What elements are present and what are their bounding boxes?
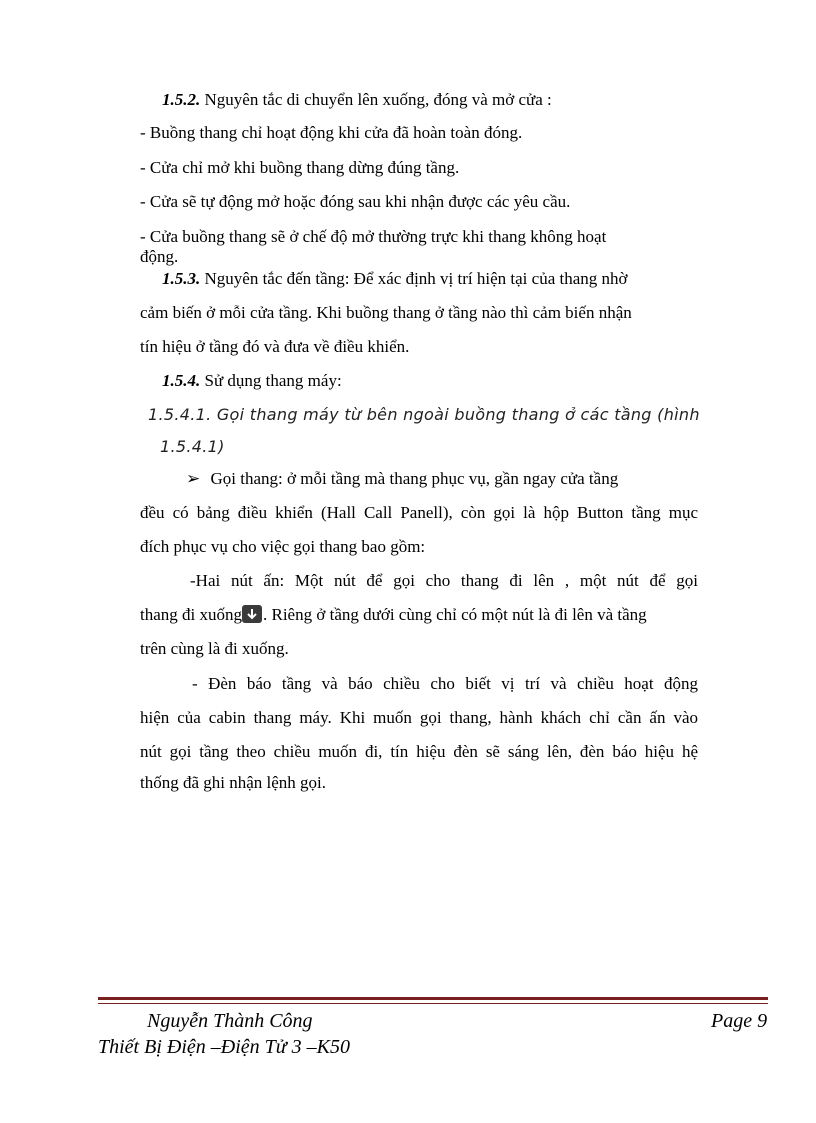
footer-author: Nguyễn Thành Công: [147, 1010, 313, 1032]
paragraph-line: trên cùng là đi xuống.: [140, 639, 289, 658]
page-number: Page 9: [711, 1010, 768, 1032]
paragraph-line-text: nút gọi tầng theo chiều muốn đi, tín hiệu đèn sẽ sáng lên, đèn báo hiệu hệ: [140, 742, 698, 761]
paragraph-line: [190, 570, 698, 592]
paragraph-line: [140, 707, 698, 729]
footer-rule-thin: [98, 1003, 768, 1004]
section-1-5-4-heading: [162, 370, 342, 392]
paragraph-text: Nguyên tắc đến tầng: Để xác định vị trí hiện tại của thang nhờ: [204, 269, 628, 288]
subsection-heading-cont: 1.5.4.1): [160, 437, 225, 456]
paragraph-line-text: đều có bảng điều khiển (Hall Call Panell), còn gọi là hộp Button tầng mục: [140, 503, 698, 522]
arrow-bullet-icon: ➢: [186, 469, 201, 488]
footer-class: Thiết Bị Điện –Điện Tử 3 –K50: [98, 1036, 351, 1058]
paragraph-line: cảm biến ở mỗi cửa tầng. Khi buồng thang ở tầng nào thì cảm biến nhận: [140, 303, 632, 322]
paragraph-line: đích phục vụ cho việc gọi thang bao gồm:: [140, 537, 426, 556]
section-title: Sử dụng thang máy:: [204, 371, 342, 390]
list-item: - Cửa buồng thang sẽ ở chế độ mở thường trực khi thang không hoạt: [140, 227, 607, 246]
section-number: 1.5.2.: [162, 90, 201, 109]
section-number: 1.5.4.: [162, 371, 201, 390]
paragraph-line: [140, 741, 698, 763]
list-item: động.: [140, 247, 179, 266]
paragraph-text: . Riêng ở tầng dưới cùng chỉ có một nút là đi lên và tầng: [263, 605, 647, 624]
paragraph-text: thang đi xuống: [140, 605, 242, 624]
section-1-5-2-heading: [162, 89, 552, 111]
list-item: - Buồng thang chỉ hoạt động khi cửa đã hoàn toàn đóng.: [140, 123, 523, 142]
section-title: Nguyên tắc di chuyển lên xuống, đóng và mở cửa :: [204, 90, 552, 109]
paragraph-line: tín hiệu ở tầng đó và đưa về điều khiển.: [140, 337, 410, 356]
paragraph-line: [140, 502, 698, 524]
paragraph-line-text: - Đèn báo tầng và báo chiều cho biết vị trí và chiều hoạt động: [192, 674, 698, 693]
paragraph-line-text: hiện của cabin thang máy. Khi muốn gọi thang, hành khách chỉ cần ấn vào: [140, 708, 698, 727]
paragraph-line: thống đã ghi nhận lệnh gọi.: [140, 773, 327, 792]
footer-rule-thick: [98, 997, 768, 1000]
bullet-line: [186, 468, 618, 490]
section-number: 1.5.3.: [162, 269, 201, 288]
list-item: - Cửa chỉ mở khi buồng thang dừng đúng tầng.: [140, 158, 460, 177]
paragraph-text: Gọi thang: ở mỗi tầng mà thang phục vụ, gần ngay cửa tầng: [210, 469, 619, 488]
paragraph-line: [192, 673, 698, 695]
paragraph-line: [140, 604, 647, 626]
section-1-5-3-line: [162, 268, 628, 290]
list-item: - Cửa sẽ tự động mở hoặc đóng sau khi nhận được các yêu cầu.: [140, 192, 571, 211]
subsection-heading: 1.5.4.1. Gọi thang máy từ bên ngoài buồng thang ở các tầng (hình: [148, 405, 700, 424]
down-arrow-icon: [242, 605, 262, 623]
paragraph-line-text: -Hai nút ấn: Một nút để gọi cho thang đi lên , một nút để gọi: [190, 571, 698, 590]
